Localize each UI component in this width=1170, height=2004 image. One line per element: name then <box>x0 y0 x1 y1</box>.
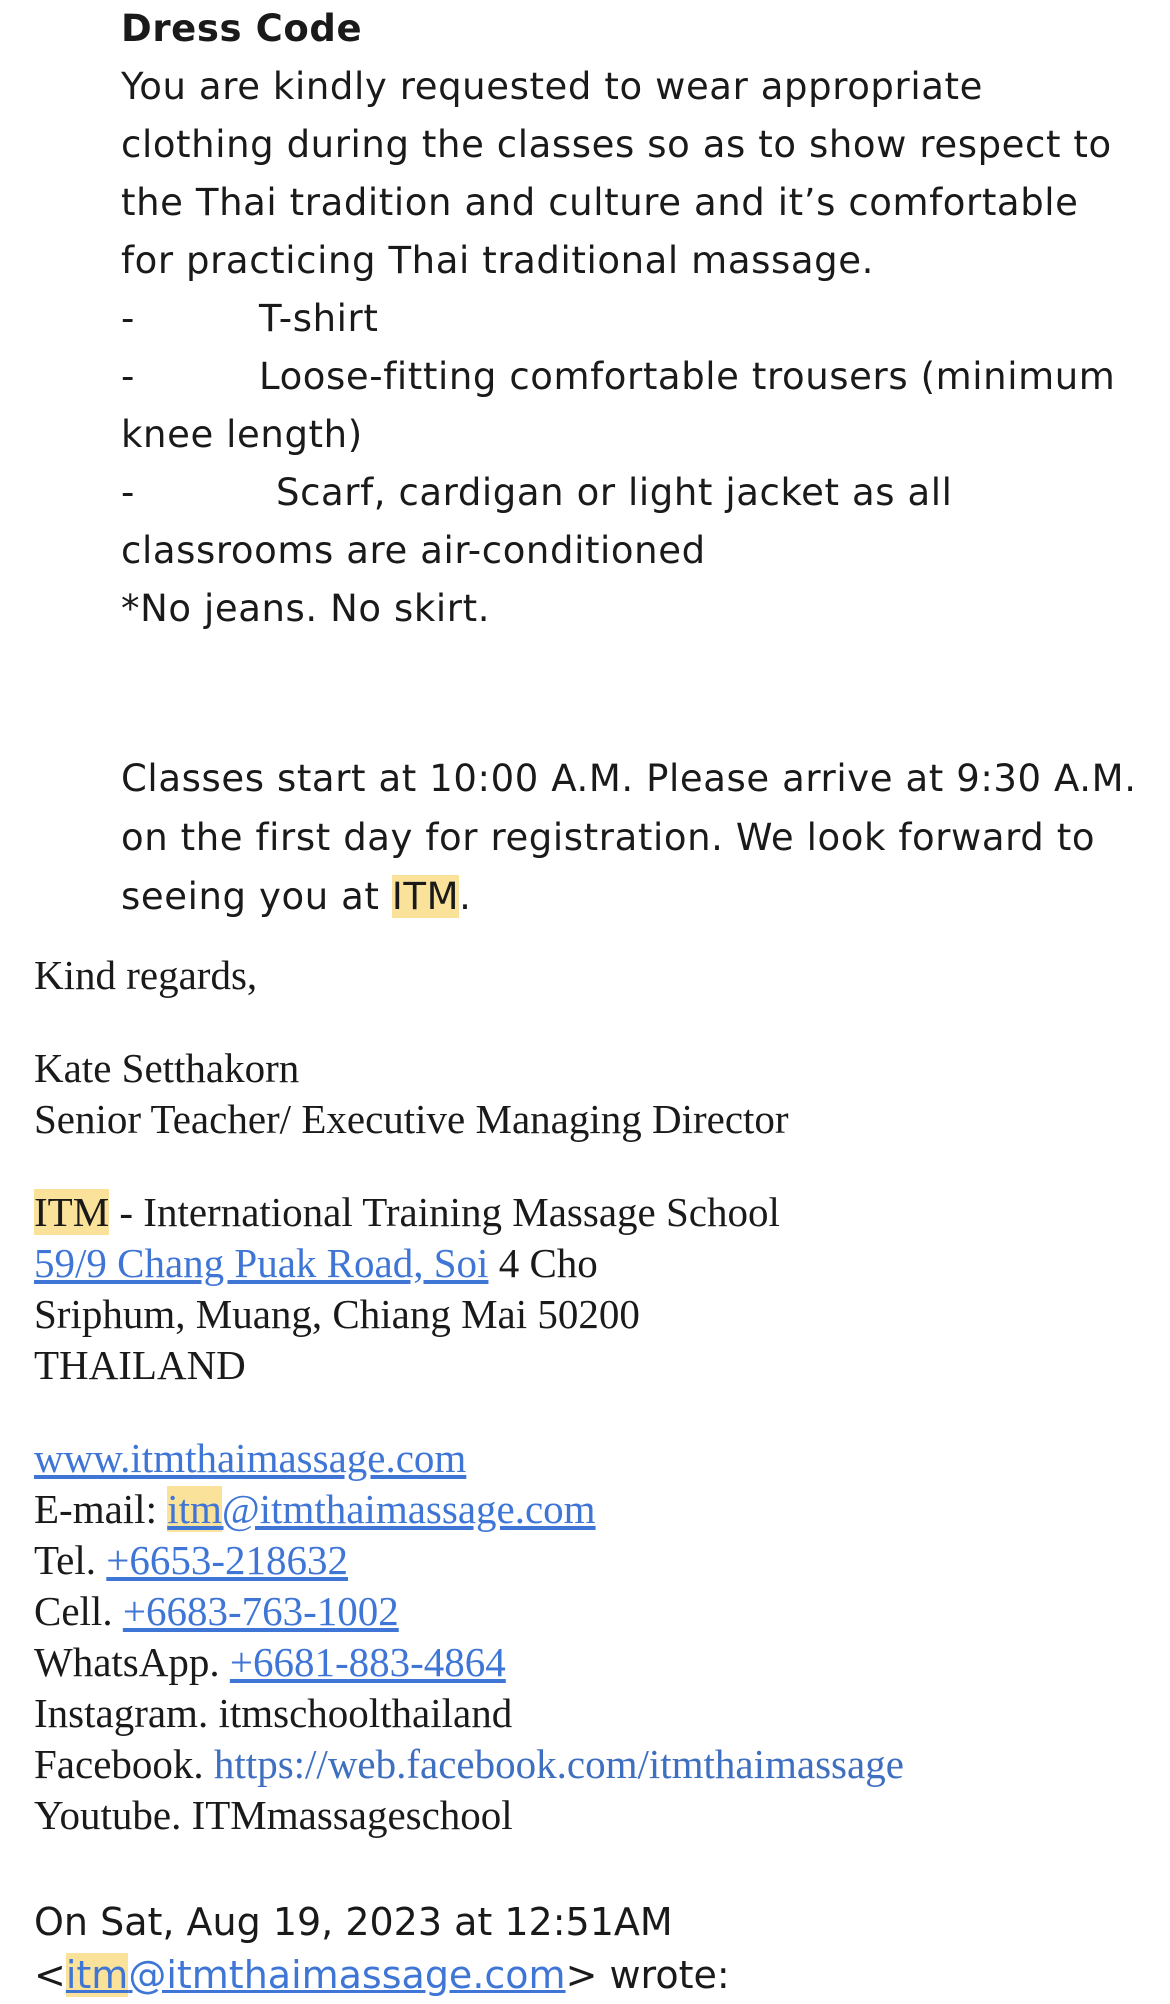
address-rest: 4 Cho <box>488 1240 598 1286</box>
whatsapp-link[interactable]: +6681-883-4864 <box>229 1639 506 1685</box>
dress-code-intro: You are kindly requested to wear appropriate clothing during the classes so as to show respect to the Thai tradition and culture and it’s comfortable for practicing Thai traditional massage. <box>121 65 1112 282</box>
signer-role: Senior Teacher/ Executive Managing Director <box>34 1096 789 1142</box>
itm-highlight: ITM <box>34 1189 110 1235</box>
facebook-link[interactable]: https://web.facebook.com/itmthaimassage <box>213 1741 904 1787</box>
reply-close: > wrote: <box>565 1953 730 1997</box>
dress-code-section <box>121 0 1141 638</box>
itm-highlight: ITM <box>391 875 460 918</box>
classes-info <box>121 749 1141 926</box>
country: THAILAND <box>34 1342 246 1388</box>
cell-line <box>34 1586 1154 1637</box>
email-label: E-mail: <box>34 1486 168 1532</box>
email-rest: @itmthaimassage.com <box>221 1486 596 1532</box>
address-line <box>34 1238 1154 1289</box>
website-link[interactable]: www.itmthaimassage.com <box>34 1435 467 1481</box>
youtube-line: Youtube. ITMmassageschool <box>34 1792 513 1838</box>
dress-item <box>121 290 1141 348</box>
cell-label: Cell. <box>34 1588 123 1634</box>
facebook-label: Facebook. <box>34 1741 214 1787</box>
signer-name: Kate Setthakorn <box>34 1045 300 1091</box>
reply-open: < <box>34 1953 66 1997</box>
email-link[interactable] <box>167 1486 595 1532</box>
dress-item <box>121 464 1141 580</box>
school-name: - International Training Massage School <box>109 1189 780 1235</box>
facebook-line <box>34 1739 1154 1790</box>
reply-date-line: On Sat, Aug 19, 2023 at 12:51AM <box>34 1900 673 1944</box>
itm-highlight: itm <box>65 1953 129 1997</box>
classes-end: . <box>459 875 472 918</box>
instagram-line: Instagram. itmschoolthailand <box>34 1690 513 1736</box>
address-link[interactable]: 59/9 Chang Puak Road, Soi <box>34 1240 489 1286</box>
reply-header <box>34 1896 1154 2002</box>
classes-text: Classes start at 10:00 A.M. Please arrive at 9:30 A.M. on the first day for registration. We look forward to seeing you at <box>121 757 1137 918</box>
dress-code-note: *No jeans. No skirt. <box>121 587 491 630</box>
address-line2: Sriphum, Muang, Chiang Mai 50200 <box>34 1291 640 1337</box>
bullet-dash: - <box>121 471 135 514</box>
reply-email-rest: @itmthaimassage.com <box>128 1953 566 1997</box>
reply-email-link[interactable] <box>66 1953 566 1997</box>
dress-item-text: T-shirt <box>259 297 379 340</box>
bullet-dash: - <box>121 297 135 340</box>
dress-code-title: Dress Code <box>121 7 363 50</box>
email-signature <box>34 950 1154 1841</box>
dress-item-text: Loose-fitting comfortable trousers (minimum knee length) <box>121 355 1116 456</box>
whatsapp-line <box>34 1637 1154 1688</box>
itm-highlight: itm <box>167 1486 222 1532</box>
website-line <box>34 1433 1154 1484</box>
email-line <box>34 1484 1154 1535</box>
dress-item-text: Scarf, cardigan or light jacket as all classrooms are air-conditioned <box>121 471 953 572</box>
tel-label: Tel. <box>34 1537 107 1583</box>
dress-item <box>121 348 1141 464</box>
cell-link[interactable]: +6683-763-1002 <box>122 1588 399 1634</box>
school-line <box>34 1187 1154 1238</box>
tel-link[interactable]: +6653-218632 <box>106 1537 349 1583</box>
reply-from-line <box>34 1949 1154 2002</box>
regards: Kind regards, <box>34 952 258 998</box>
bullet-dash: - <box>121 355 135 398</box>
whatsapp-label: WhatsApp. <box>34 1639 230 1685</box>
tel-line <box>34 1535 1154 1586</box>
